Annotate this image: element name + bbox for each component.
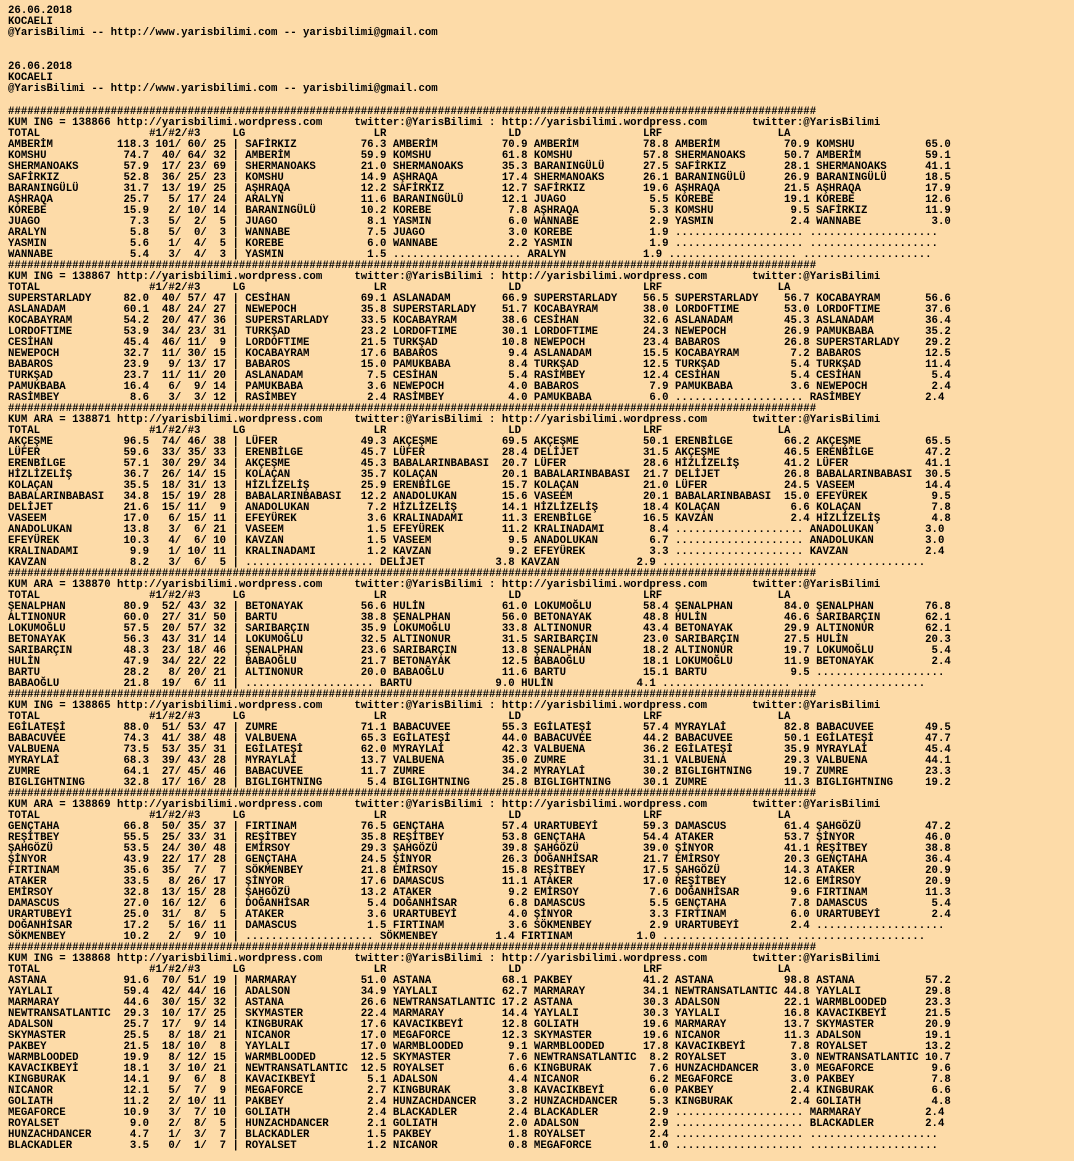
document-header-first: 26.06.2018 KOCAELI @YarisBilimi -- http://www.yarisbilimi.com -- yarisbilimi@gmail.com [8,5,438,39]
document-header-second: 26.06.2018 KOCAELI @YarisBilimi -- http://www.yarisbilimi.com -- yarisbilimi@gmail.com [8,61,438,95]
race-results-text: ############################################################################################################################## KUM ING = 138866 http://yarisbilimi.wordpress.com twitter:@YarisBilimi : http://yarisbilimi.wordpress.com twitter:@YarisBilimi TOTAL #1/#2/#3 LG LR LD LRF LA AMBERİM 118.3 101/ 60/ 25 | SAFİRKIZ 76.3 AMBERİM 70.9 AMBERİM 78.8 AMBERİM 70.9 KOMSHU 65.0 KOMSHU 74.7 40/ 64/ 32 | AMBERİM 59.9 KOMSHU 61.8 KOMSHU 57.8 SHERMANOAKS 50.7 AMBERİM 59.1 SHERMANOAKS 57.9 17/ 23/ 69 | SHERMANOAKS 21.0 SHERMANOAKS 35.3 BARANINGÜLÜ 27.5 SAFİRKIZ 28.1 SHERMANOAKS 41.1 SAFİRKIZ 52.8 36/ 25/ 23 | KOMSHU 14.9 AŞHRAQA 17.4 SHERMANOAKS 26.1 BARANINGÜLÜ 26.9 BARANINGÜLÜ 18.5 BARANINGÜLÜ 31.7 13/ 19/ 25 | AŞHRAQA 12.2 SAFİRKIZ 12.7 SAFİRKIZ 19.6 AŞHRAQA 21.5 AŞHRAQA 17.9 AŞHRAQA 25.7 5/ 17/ 24 | ARALYN 11.6 BARANINGÜLÜ 12.1 JUAGO 5.5 KOREBE 19.1 KOREBE 12.6 KOREBE 15.9 2/ 10/ 14 | BARANINGÜLÜ 10.2 KOREBE 7.8 AŞHRAQA 5.3 KOMSHU 9.5 SAFİRKIZ 11.9 JUAGO 7.3 5/ 2/ 5 | JUAGO 8.1 YASMIN 6.0 WANNABE 2.9 YASMIN 2.4 WANNABE 3.0 ARALYN 5.8 5/ 0/ 3 | WANNABE 7.5 JUAGO 3.0 KOREBE 1.9 .................... .................... YASMIN 5.6 1/ 4/ 5 | KOREBE 6.0 WANNABE 2.2 YASMIN 1.9 .................... .................... WANNABE 5.4 3/ 4/ 3 | YASMIN 1.5 .................... ARALYN 1.9 .................... .................... ############################################################################################################################## KUM ING = 138867 http://yarisbilimi.wordpress.com twitter:@YarisBilimi : http://yarisbilimi.wordpress.com twitter:@YarisBilimi TOTAL #1/#2/#3 LG LR LD LRF LA SUPERSTARLADY 82.0 40/ 57/ 47 | CESİHAN 69.1 ASLANADAM 66.9 SUPERSTARLADY 56.5 SUPERSTARLADY 56.7 KOCABAYRAM 56.6 ASLANADAM 60.1 48/ 24/ 27 | NEWEPOCH 35.8 SUPERSTARLADY 51.7 KOCABAYRAM 38.0 LORDOFTIME 53.0 LORDOFTIME 37.6 KOCABAYRAM 54.2 20/ 47/ 36 | SUPERSTARLADY 33.5 KOCABAYRAM 38.6 CESİHAN 32.6 ASLANADAM 45.3 ASLANADAM 36.4 LORDOFTIME 53.9 34/ 23/ 31 | TURKŞAD 23.2 LORDOFTIME 30.1 LORDOFTIME 24.3 NEWEPOCH 26.9 PAMUKBABA 35.2 CESİHAN 45.4 46/ 11/ 9 | LORDOFTIME 21.5 TURKŞAD 10.8 NEWEPOCH 23.4 BABAROS 26.8 SUPERSTARLADY 29.2 NEWEPOCH 32.7 11/ 30/ 15 | KOCABAYRAM 17.6 BABAROS 9.4 ASLANADAM 15.5 KOCABAYRAM 7.2 BABAROS 12.5 BABAROS 23.9 9/ 13/ 17 | BABAROS 15.0 PAMUKBABA 8.4 TURKŞAD 12.5 TURKŞAD 5.4 TURKŞAD 11.4 TURKŞAD 23.7 11/ 11/ 20 | ASLANADAM 7.5 CESİHAN 5.4 RASİMBEY 12.4 CESİHAN 5.4 CESİHAN 5.4 PAMUKBABA 16.4 6/ 9/ 14 | PAMUKBABA 3.6 NEWEPOCH 4.0 BABAROS 7.9 PAMUKBABA 3.6 NEWEPOCH 2.4 RASİMBEY 8.6 3/ 3/ 12 | RASİMBEY 2.4 RASİMBEY 4.0 PAMUKBABA 6.0 .................... RASİMBEY 2.4 ############################################################################################################################## KUM ARA = 138871 http://yarisbilimi.wordpress.com twitter:@YarisBilimi : http://yarisbilimi.wordpress.com twitter:@YarisBilimi TOTAL #1/#2/#3 LG LR LD LRF LA AKÇEŞME 96.5 74/ 46/ 38 | LÜFER 49.3 AKÇEŞME 69.5 AKÇEŞME 50.1 ERENBİLGE 66.2 AKÇEŞME 65.5 LÜFER 59.6 33/ 35/ 33 | ERENBİLGE 45.7 LÜFER 28.4 DELİJET 31.5 AKÇEŞME 46.5 ERENBİLGE 47.2 ERENBİLGE 57.1 30/ 29/ 34 | AKÇEŞME 45.3 BABALARINBABASI 20.7 LÜFER 28.6 HİZLİZELİŞ 41.2 LÜFER 41.1 HİZLİZELİŞ 36.7 26/ 14/ 15 | KOLAÇAN 35.7 KOLAÇAN 20.1 BABALARINBABASI 21.7 DELİJET 26.8 BABALARINBABASI 30.5 KOLAÇAN 35.5 18/ 31/ 13 | HİZLİZELİŞ 25.9 ERENBİLGE 15.7 KOLAÇAN 21.0 LÜFER 24.5 VASEEM 14.4 BABALARINBABASI 34.8 15/ 19/ 28 | BABALARINBABASI 12.2 ANADOLUKAN 15.6 VASEEM 20.1 BABALARINBABASI 15.0 EFEYÜREK 9.5 DELİJET 21.6 15/ 11/ 9 | ANADOLUKAN 7.2 HİZLİZELİŞ 14.1 HİZLİZELİŞ 18.4 KOLAÇAN 6.6 KOLAÇAN 7.8 VASEEM 17.0 6/ 15/ 11 | EFEYÜREK 3.6 KRALINADAMI 11.3 ERENBİLGE 16.5 KAVZAN 2.4 HİZLİZELİŞ 4.8 ANADOLUKAN 13.8 3/ 6/ 21 | VASEEM 1.5 EFEYÜREK 11.2 KRALINADAMI 8.4 .................... ANADOLUKAN 3.0 EFEYÜREK 10.3 4/ 6/ 10 | KAVZAN 1.5 VASEEM 9.5 ANADOLUKAN 6.7 .................... ANADOLUKAN 3.0 KRALINADAMI 9.9 1/ 10/ 11 | KRALINADAMI 1.2 KAVZAN 9.2 EFEYÜREK 3.3 .................... KAVZAN 2.4 KAVZAN 8.2 3/ 6/ 5 | .................... DELİJET 3.8 KAVZAN 2.9 .................... .................... ############################################################################################################################## KUM ARA = 138870 http://yarisbilimi.wordpress.com twitter:@YarisBilimi : http://yarisbilimi.wordpress.com twitter:@YarisBilimi TOTAL #1/#2/#3 LG LR LD LRF LA ŞENALPHAN 80.9 52/ 43/ 32 | BETONAYAK 56.6 HULİN 61.0 LOKUMOĞLU 58.4 ŞENALPHAN 84.0 ŞENALPHAN 76.8 ALTINONUR 60.0 27/ 31/ 50 | BARTU 38.8 ŞENALPHAN 56.0 BETONAYAK 48.8 HULİN 46.6 SARIBARÇIN 62.1 LOKUMOĞLU 57.5 20/ 57/ 32 | SARIBARÇIN 35.9 LOKUMOĞLU 33.8 ALTINONUR 43.4 BETONAYAK 29.9 ALTINONUR 62.1 BETONAYAK 56.3 43/ 31/ 14 | LOKUMOĞLU 32.5 ALTINONUR 31.5 SARIBARÇIN 23.0 SARIBARÇIN 27.5 HULİN 20.3 SARIBARÇIN 48.3 23/ 18/ 46 | ŞENALPHAN 23.6 SARIBARÇIN 13.8 ŞENALPHAN 18.2 ALTINONUR 19.7 LOKUMOĞLU 5.4 HULİN 47.9 34/ 22/ 22 | BABAOĞLU 21.7 BETONAYAK 12.5 BABAOĞLU 18.1 LOKUMOĞLU 11.9 BETONAYAK 2.4 BARTU 28.2 8/ 20/ 21 | ALTINONUR 20.0 BABAOĞLU 11.6 BARTU 15.1 BARTU 9.5 .................... BABAOĞLU 21.8 19/ 6/ 11 | .................... BARTU 9.0 HULİN 4.1 .................... .................... ############################################################################################################################## KUM ING = 138865 http://yarisbilimi.wordpress.com twitter:@YarisBilimi : http://yarisbilimi.wordpress.com twitter:@YarisBilimi TOTAL #1/#2/#3 LG LR LD LRF LA EGİLATEŞİ 88.0 51/ 53/ 47 | ZUMRE 71.1 BABACUVEE 55.3 EGİLATEŞİ 57.4 MYRAYLAİ 82.8 BABACUVEE 49.5 BABACUVEE 74.3 41/ 38/ 48 | VALBUENA 65.3 EGİLATEŞİ 44.0 BABACUVEE 44.2 BABACUVEE 50.1 EGİLATEŞİ 47.7 VALBUENA 73.5 53/ 35/ 31 | EGİLATEŞİ 62.0 MYRAYLAİ 42.3 VALBUENA 36.2 EGİLATEŞİ 35.9 MYRAYLAİ 45.4 MYRAYLAİ 68.3 39/ 43/ 28 | MYRAYLAİ 13.7 VALBUENA 35.0 ZUMRE 31.1 VALBUENA 29.3 VALBUENA 44.1 ZUMRE 64.1 27/ 45/ 46 | BABACUVEE 11.7 ZUMRE 34.2 MYRAYLAİ 30.2 BIGLIGHTNING 19.7 ZUMRE 23.3 BIGLIGHTNING 32.8 17/ 16/ 28 | BIGLIGHTNING 5.4 BIGLIGHTNING 25.8 BIGLIGHTNING 30.1 ZUMRE 11.3 BIGLIGHTNING 19.2 ############################################################################################################################## KUM ARA = 138869 http://yarisbilimi.wordpress.com twitter:@YarisBilimi : http://yarisbilimi.wordpress.com twitter:@YarisBilimi TOTAL #1/#2/#3 LG LR LD LRF LA GENÇTAHA 66.8 50/ 35/ 37 | FIRTINAM 76.5 GENÇTAHA 57.4 URARTUBEYİ 59.3 DAMASCUS 61.4 ŞAHGÖZÜ 47.2 REŞİTBEY 55.5 25/ 33/ 31 | REŞİTBEY 35.8 REŞİTBEY 53.8 GENÇTAHA 54.4 ATAKER 53.7 ŞİNYOR 46.0 ŞAHGÖZÜ 53.5 24/ 30/ 48 | EMİRSOY 29.3 ŞAHGÖZÜ 39.8 ŞAHGÖZÜ 39.0 ŞİNYOR 41.1 REŞİTBEY 38.8 ŞİNYOR 43.9 22/ 17/ 28 | GENÇTAHA 24.5 ŞİNYOR 26.3 DOĞANHİSAR 21.7 EMİRSOY 20.3 GENÇTAHA 36.4 FIRTINAM 35.6 35/ 7/ 7 | SÖKMENBEY 21.8 EMİRSOY 15.8 REŞİTBEY 17.5 ŞAHGÖZÜ 14.3 ATAKER 20.9 ATAKER 33.5 8/ 26/ 17 | ŞİNYOR 17.6 DAMASCUS 11.1 ATAKER 17.0 REŞİTBEY 12.6 EMİRSOY 20.9 EMİRSOY 32.8 13/ 15/ 28 | ŞAHGÖZÜ 13.2 ATAKER 9.2 EMİRSOY 7.6 DOĞANHİSAR 9.6 FIRTINAM 11.3 DAMASCUS 27.0 16/ 12/ 6 | DOĞANHİSAR 5.4 DOĞANHİSAR 6.8 DAMASCUS 5.5 GENÇTAHA 7.8 DAMASCUS 5.4 URARTUBEYİ 25.0 31/ 8/ 5 | ATAKER 3.6 URARTUBEYİ 4.0 ŞİNYOR 3.3 FIRTINAM 6.0 URARTUBEYİ 2.4 DOĞANHİSAR 17.2 5/ 16/ 11 | DAMASCUS 1.5 FIRTINAM 3.6 SÖKMENBEY 2.9 URARTUBEYİ 2.4 .................... SÖKMENBEY 10.2 2/ 9/ 10 | .................... SÖKMENBEY 1.4 FIRTINAM 1.0 .................... .................... ############################################################################################################################## KUM ING = 138868 http://yarisbilimi.wordpress.com twitter:@YarisBilimi : http://yarisbilimi.wordpress.com twitter:@YarisBilimi TOTAL #1/#2/#3 LG LR LD LRF LA ASTANA 91.6 70/ 51/ 19 | MARMARAY 51.0 ASTANA 68.1 PAKBEY 41.2 ASTANA 98.8 ASTANA 57.2 YAYLALI 59.4 42/ 44/ 16 | ADALSON 34.9 YAYLALI 62.7 MARMARAY 34.1 NEWTRANSATLANTIC 44.8 YAYLALI 29.8 MARMARAY 44.6 30/ 15/ 32 | ASTANA 26.6 NEWTRANSATLANTIC 17.2 ASTANA 30.3 ADALSON 22.1 WARMBLOODED 23.3 NEWTRANSATLANTIC 29.3 10/ 17/ 25 | SKYMASTER 22.4 MARMARAY 14.4 YAYLALI 30.3 YAYLALI 16.8 KAVACIKBEYİ 21.5 ADALSON 25.7 17/ 9/ 14 | KINGBURAK 17.6 KAVACIKBEYİ 12.8 GOLIATH 19.6 MARMARAY 13.7 SKYMASTER 20.9 SKYMASTER 25.5 8/ 18/ 21 | NICANOR 17.0 MEGAFORCE 12.3 SKYMASTER 19.6 NICANOR 11.3 ADALSON 19.1 PAKBEY 21.5 18/ 10/ 8 | YAYLALI 17.0 WARMBLOODED 9.1 WARMBLOODED 17.8 KAVACIKBEYİ 7.8 ROYALSET 13.2 WARMBLOODED 19.9 8/ 12/ 15 | WARMBLOODED 12.5 SKYMASTER 7.6 NEWTRANSATLANTIC 8.2 ROYALSET 3.0 NEWTRANSATLANTIC 10.7 KAVACIKBEYİ 18.1 3/ 10/ 21 | NEWTRANSATLANTIC 12.5 ROYALSET 6.6 KINGBURAK 7.6 HUNZACHDANCER 3.0 MEGAFORCE 9.6 KINGBURAK 14.1 9/ 6/ 8 | KAVACIKBEYİ 5.1 ADALSON 4.4 NICANOR 6.2 MEGAFORCE 3.0 PAKBEY 7.8 NICANOR 12.1 5/ 7/ 9 | MEGAFORCE 2.7 KINGBURAK 3.8 KAVACIKBEYİ 6.0 PAKBEY 2.4 KINGBURAK 6.6 GOLIATH 11.2 2/ 10/ 11 | PAKBEY 2.4 HUNZACHDANCER 3.2 HUNZACHDANCER 5.3 KINGBURAK 2.4 GOLIATH 4.8 MEGAFORCE 10.9 3/ 7/ 10 | GOLIATH 2.4 BLACKADLER 2.4 BLACKADLER 2.9 .................... MARMARAY 2.4 ROYALSET 9.0 2/ 8/ 5 | HUNZACHDANCER 2.1 GOLIATH 2.0 ADALSON 2.9 .................... BLACKADLER 2.4 HUNZACHDANCER 4.7 1/ 3/ 7 | BLACKADLER 1.5 PAKBEY 1.8 ROYALSET 2.4 .................... .................... BLACKADLER 3.5 0/ 1/ 7 | ROYALSET 1.2 NICANOR 0.8 MEGAFORCE 1.0 .................... .................... [8,106,951,1152]
